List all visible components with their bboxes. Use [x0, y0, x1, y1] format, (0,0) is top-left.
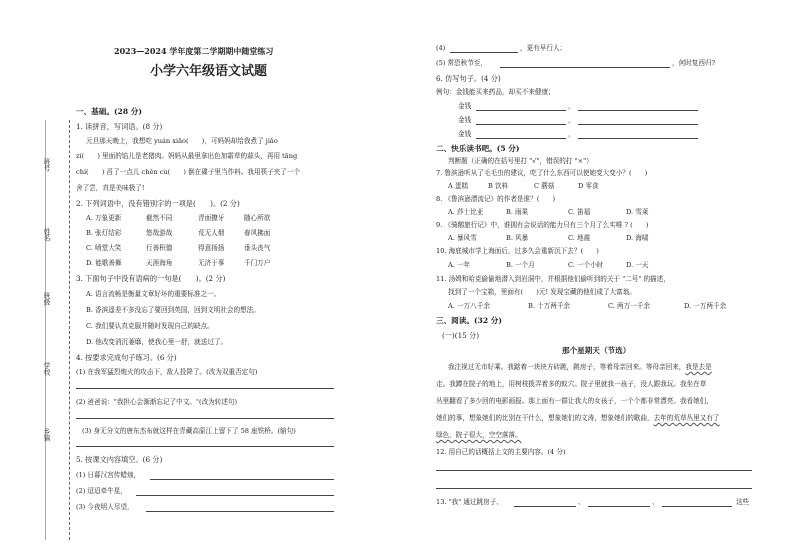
section-1-heading: 一、基础。(28 分): [76, 107, 142, 116]
answer-line[interactable]: [450, 52, 518, 53]
passage-text: 她们的事，想象她们的比别在干什么，想象她们的文涛，想象她们的歌曲，: [436, 414, 654, 422]
answer-line[interactable]: [76, 388, 334, 389]
q5-item-2: (2) 迢迢牵牛星，: [76, 487, 127, 495]
q6-line-label: 金钱: [458, 130, 472, 138]
q13-sep: 、: [578, 498, 585, 506]
q2-cell: 青面獠牙: [198, 214, 225, 222]
q10-option: C. 一个小时: [568, 261, 604, 269]
passage-title: 那个星期天（节选）: [562, 346, 631, 355]
binding-line: [45, 120, 46, 540]
question-10: 10. 海底城市学上海面后，过多久会重新沉下去？( ): [436, 247, 599, 255]
r5-tail: ，何时复西归?: [672, 59, 716, 67]
q9-option: C. 地震: [568, 234, 591, 242]
answer-line[interactable]: [436, 488, 752, 489]
q8-option: A. 莎士比亚: [448, 208, 484, 216]
q3-option-b: B. 香滨遥差不多没忘了要回到英国，回到文明社会的想法。: [86, 306, 260, 314]
side-label-town: 乡镇: [42, 428, 50, 442]
q7-option: C 蘑菇: [534, 182, 555, 190]
question-8: 8. 《鲁滨逊漂流记》的作者是谁？( ): [436, 195, 556, 203]
q2-cell: 千门万户: [244, 259, 271, 267]
q3-option-c: C. 我们要认真克服并随时发现自己的缺点。: [86, 322, 214, 330]
side-label-school: 学校: [42, 362, 50, 376]
section-3-heading: 三、阅读。(32 分): [436, 316, 502, 325]
answer-line[interactable]: [476, 124, 566, 125]
r4-label: (4): [436, 44, 446, 52]
side-label-name: 姓名: [42, 228, 50, 242]
question-1: 1. 读拼音，写词语。(8 分): [76, 122, 163, 131]
q8-option: C. 笛福: [568, 208, 591, 216]
answer-line[interactable]: [76, 446, 334, 447]
section-2-heading: 二、快乐读书吧。(5 分): [436, 144, 520, 153]
question-4: 4. 按要求完成句子练习。(6 分): [76, 353, 177, 362]
q1-line-4: 舍了尝，真是美味极了!: [76, 184, 145, 192]
q3-option-d: D. 他改变消沉萎靡，使我心里一舒，就送过了。: [86, 338, 228, 346]
r4-tail: ，更有早行人；: [520, 44, 567, 52]
passage-line: [436, 414, 720, 422]
answer-line[interactable]: [578, 138, 698, 139]
answer-line[interactable]: [500, 67, 670, 68]
passage-underlined: 绿色，院子很大，空空落落。: [436, 431, 522, 439]
passage-line: [448, 363, 712, 371]
q13-sep: 、: [652, 498, 659, 506]
subsection-1: (一)(15 分): [442, 331, 480, 340]
q7-option: B 饮料: [488, 182, 509, 190]
answer-line[interactable]: [578, 110, 698, 111]
question-11: 11. 汤姆和哈克偷偷地潜入到岩洞中，并根据他们偷听到的关于 "二号" 的描述，: [436, 275, 670, 283]
question-7: 7. 鲁滨逊听从了毛毛虫的建议，吃了什么东西可以使她变大变小？( ): [436, 169, 648, 177]
answer-line[interactable]: [76, 418, 334, 419]
answer-line[interactable]: [146, 511, 334, 512]
q2-cell: C. 喷堂大笑: [86, 244, 122, 252]
passage-line: 走。我蹲在院子的地上，用树枝拨弄着多的蚁穴。院子里就我一孩子，没人跟我玩。我坐在草: [436, 380, 707, 388]
q6-comma: ，: [568, 102, 575, 110]
question-13: 13. "我" 通过跳房子、: [436, 498, 503, 506]
exam-year-title: 2023—2024 学年度第二学期期中随堂练习: [114, 46, 274, 56]
passage-text: 我注视过无市好乘。我踮着一块块方砖跳，跳房子，等着母亲回来。等母亲回来，: [448, 363, 686, 371]
question-9: 9. 《骑鹅旅行记》中，谁拥有会说话的能力只有三个月了么实唯 ? ( ): [436, 221, 649, 229]
q9-option: D. 海啸: [626, 234, 649, 242]
answer-line[interactable]: [136, 495, 334, 496]
q2-cell: 无济于事: [198, 259, 225, 267]
passage-line: 丛里翻看了多少回的电影画报。那上面有一群让我大的女孩子，一个个都非常漂亮。我看她们，: [436, 397, 713, 405]
q2-cell: A. 万象更新: [86, 214, 122, 222]
q11-option: A. 一万八千余: [448, 302, 490, 310]
q1-line-3: chí( ) 舀了一点儿 chěn cù( ) 倒在碟子里当作料。我用筷子夹了一个: [76, 168, 301, 176]
q2-cell: 垂头丧气: [244, 244, 271, 252]
q1-line-2: zi( ) 里面的馅儿是老猪肉。妈妈从最里拿出色加霜草的蒜头，再用 tāng: [76, 152, 298, 160]
q2-cell: 春风拂面: [244, 229, 271, 237]
q6-line-label: 金钱: [458, 102, 472, 110]
q9-option: B. 风暴: [506, 234, 529, 242]
answer-line[interactable]: [150, 479, 334, 480]
q6-comma: ，: [568, 116, 575, 124]
q4-item-1: (1) 在我军猛烈炮火的攻击下，敌人投降了。(改为双重否定句): [76, 368, 258, 376]
question-12: 12. 用自己的话概括上文的主要内容。(4 分): [436, 448, 566, 456]
q8-option: B. 雨果: [506, 208, 529, 216]
q2-cell: B. 张灯结彩: [86, 229, 122, 237]
q1-line-1: 元旦那天晚上，我想吃 yuán xiāo( )，可妈妈却给我煮了 jiǎo: [86, 137, 278, 145]
q9-option: A. 暴风雪: [448, 234, 477, 242]
answer-line[interactable]: [514, 506, 576, 507]
answer-line[interactable]: [436, 470, 752, 471]
q2-cell: D. 能歌善舞: [86, 259, 122, 267]
q7-option: A 蛋糕: [448, 182, 469, 190]
answer-line[interactable]: [662, 506, 732, 507]
passage-underlined: 去年的荒草丛里又有了: [653, 414, 720, 422]
q5-item-1: (1) 日暮汉宫传蜡烛，: [76, 471, 141, 479]
q2-cell: 天涯海角: [146, 259, 173, 267]
q4-item-2: (2) 爸爸说："我担心会渐渐忘记了中文。"(改为转述句): [76, 398, 238, 406]
binding-line: [69, 120, 70, 540]
q7-option: D 零食: [578, 182, 599, 190]
q13-tail: 这些: [736, 498, 750, 506]
answer-line[interactable]: [578, 124, 698, 125]
question-3: 3. 下面句子中没有语病的一句是( )。(2 分): [76, 274, 226, 283]
q2-cell: 随心所欲: [244, 214, 271, 222]
q11-option: D. 一万两千余: [684, 302, 727, 310]
exam-main-title: 小学六年级语文试题: [150, 64, 268, 79]
q2-cell: 荒无人烟: [198, 229, 225, 237]
q4-item-3: (3) 身无分文的唐东杰布就这样在青藏高原江上留下了 58 座铁桥。(缩句): [82, 427, 296, 435]
q8-option: D. 雪莱: [626, 208, 649, 216]
q6-line-label: 金钱: [458, 116, 472, 124]
question-11-cont: 找到了一个宝箱，里面有( )元! 发现宝藏的他们成了大富翁。: [448, 288, 636, 296]
answer-line[interactable]: [588, 506, 650, 507]
side-label-class: 班级: [42, 292, 50, 306]
q2-cell: 行善积德: [146, 244, 173, 252]
q3-option-a: A. 语言流畅是衡量文章好坏的重要标准之一。: [86, 290, 221, 298]
q11-option: B. 十万两千余: [528, 302, 571, 310]
section-2-instructions: 判断题（正确的在括号里打 "√"，错误的打 "×"）: [448, 157, 593, 165]
question-5: 5. 按课文内容填空。(6 分): [76, 455, 163, 464]
answer-line[interactable]: [476, 110, 566, 111]
r5-label: (5) 常恐秋节至，: [436, 59, 487, 67]
q5-item-3: (3) 今夜明人尽望，: [76, 503, 134, 511]
passage-underlined: 我是去是: [685, 363, 712, 371]
passage-line: [436, 431, 522, 439]
q2-cell: 悠哉游哉: [146, 229, 173, 237]
q11-option: C. 两万一千余: [608, 302, 650, 310]
q2-cell: 截然不同: [146, 214, 173, 222]
q10-option: A. 一年: [448, 261, 471, 269]
question-2: 2. 下列词语中，没有错别字的一项是( )。(2 分): [76, 199, 240, 208]
q6-example: 例句：金钱能买来药品，却买不来健康；: [436, 88, 555, 96]
answer-line[interactable]: [476, 138, 566, 139]
q6-comma: ，: [568, 130, 575, 138]
q10-option: B. 一个月: [506, 261, 535, 269]
question-6: 6. 仿写句子。(4 分): [436, 74, 501, 83]
q10-option: D. 一天: [626, 261, 649, 269]
side-label-number: 班号: [42, 158, 50, 172]
q2-cell: 得意扬扬: [198, 244, 225, 252]
